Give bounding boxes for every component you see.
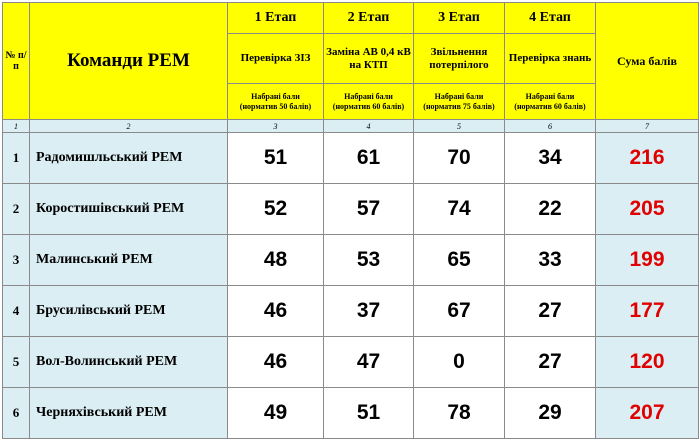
- table-row: [3, 388, 699, 439]
- stage-1-score: 51: [228, 133, 324, 184]
- points-norm: (норматив 60 балів): [332, 101, 405, 111]
- stage-2-score: 57: [324, 184, 414, 235]
- header-task-4: Перевірка знань: [505, 34, 596, 84]
- stage-3-score: 67: [414, 286, 505, 337]
- header-team: Команди РЕМ: [30, 3, 228, 120]
- header-points-3: [414, 84, 505, 120]
- points-norm: (норматив 75 балів): [423, 101, 495, 111]
- column-index: 1: [3, 120, 30, 133]
- points-norm: (норматив 50 балів): [239, 101, 312, 111]
- header-task-1: Перевірка ЗІЗ: [228, 34, 324, 84]
- total-score: 199: [596, 235, 699, 286]
- team-name: Коростишівський РЕМ: [30, 184, 228, 235]
- header-points-2: [324, 84, 414, 120]
- column-index: 3: [228, 120, 324, 133]
- stage-4-score: 27: [505, 337, 596, 388]
- points-label: Набрані бали: [434, 91, 484, 101]
- header-task-2: Заміна АВ 0,4 кВ на КТП: [324, 34, 414, 84]
- header-stage-1: 1 Етап: [228, 3, 324, 34]
- total-score: 205: [596, 184, 699, 235]
- stage-3-score: 74: [414, 184, 505, 235]
- header-num: № п/п: [3, 3, 30, 120]
- table-row: [3, 235, 699, 286]
- points-norm: (норматив 60 балів): [514, 101, 586, 111]
- stage-1-score: 48: [228, 235, 324, 286]
- column-index: 6: [505, 120, 596, 133]
- team-name: Вол-Волинський РЕМ: [30, 337, 228, 388]
- header-sum: Сума балів: [596, 3, 699, 120]
- row-number: 1: [3, 133, 30, 184]
- stage-3-score: 70: [414, 133, 505, 184]
- table-row: [3, 184, 699, 235]
- column-index: 4: [324, 120, 414, 133]
- row-number: 3: [3, 235, 30, 286]
- stage-4-score: 22: [505, 184, 596, 235]
- stage-2-score: 37: [324, 286, 414, 337]
- stage-3-score: 0: [414, 337, 505, 388]
- stage-1-score: 52: [228, 184, 324, 235]
- header-stage-3: 3 Етап: [414, 3, 505, 34]
- stage-3-score: 78: [414, 388, 505, 439]
- stage-4-score: 34: [505, 133, 596, 184]
- header-points-1: [228, 84, 324, 120]
- row-number: 4: [3, 286, 30, 337]
- table-row: [3, 337, 699, 388]
- team-name: Черняхівський РЕМ: [30, 388, 228, 439]
- points-label: Набрані бали: [344, 91, 393, 101]
- header-points-4: [505, 84, 596, 120]
- header-task-3: Звільнення потерпілого: [414, 34, 505, 84]
- team-name: Радомишльський РЕМ: [30, 133, 228, 184]
- stage-2-score: 51: [324, 388, 414, 439]
- column-index-row: [3, 120, 699, 133]
- points-label: Набрані бали: [251, 91, 300, 101]
- stage-4-score: 33: [505, 235, 596, 286]
- stage-4-score: 29: [505, 388, 596, 439]
- points-label: Набрані бали: [525, 91, 575, 101]
- header-stage-2: 2 Етап: [324, 3, 414, 34]
- stage-2-score: 53: [324, 235, 414, 286]
- column-index: 7: [596, 120, 699, 133]
- table-row: [3, 286, 699, 337]
- stage-2-score: 61: [324, 133, 414, 184]
- total-score: 216: [596, 133, 699, 184]
- row-number: 6: [3, 388, 30, 439]
- stage-1-score: 49: [228, 388, 324, 439]
- row-number: 2: [3, 184, 30, 235]
- total-score: 207: [596, 388, 699, 439]
- stage-4-score: 27: [505, 286, 596, 337]
- team-name: Брусилівський РЕМ: [30, 286, 228, 337]
- row-number: 5: [3, 337, 30, 388]
- stage-2-score: 47: [324, 337, 414, 388]
- total-score: 177: [596, 286, 699, 337]
- table-row: [3, 133, 699, 184]
- header-stage-row: [3, 3, 699, 34]
- team-name: Малинський РЕМ: [30, 235, 228, 286]
- column-index: 5: [414, 120, 505, 133]
- total-score: 120: [596, 337, 699, 388]
- results-table: [2, 2, 699, 439]
- stage-3-score: 65: [414, 235, 505, 286]
- header-stage-4: 4 Етап: [505, 3, 596, 34]
- stage-1-score: 46: [228, 286, 324, 337]
- column-index: 2: [30, 120, 228, 133]
- stage-1-score: 46: [228, 337, 324, 388]
